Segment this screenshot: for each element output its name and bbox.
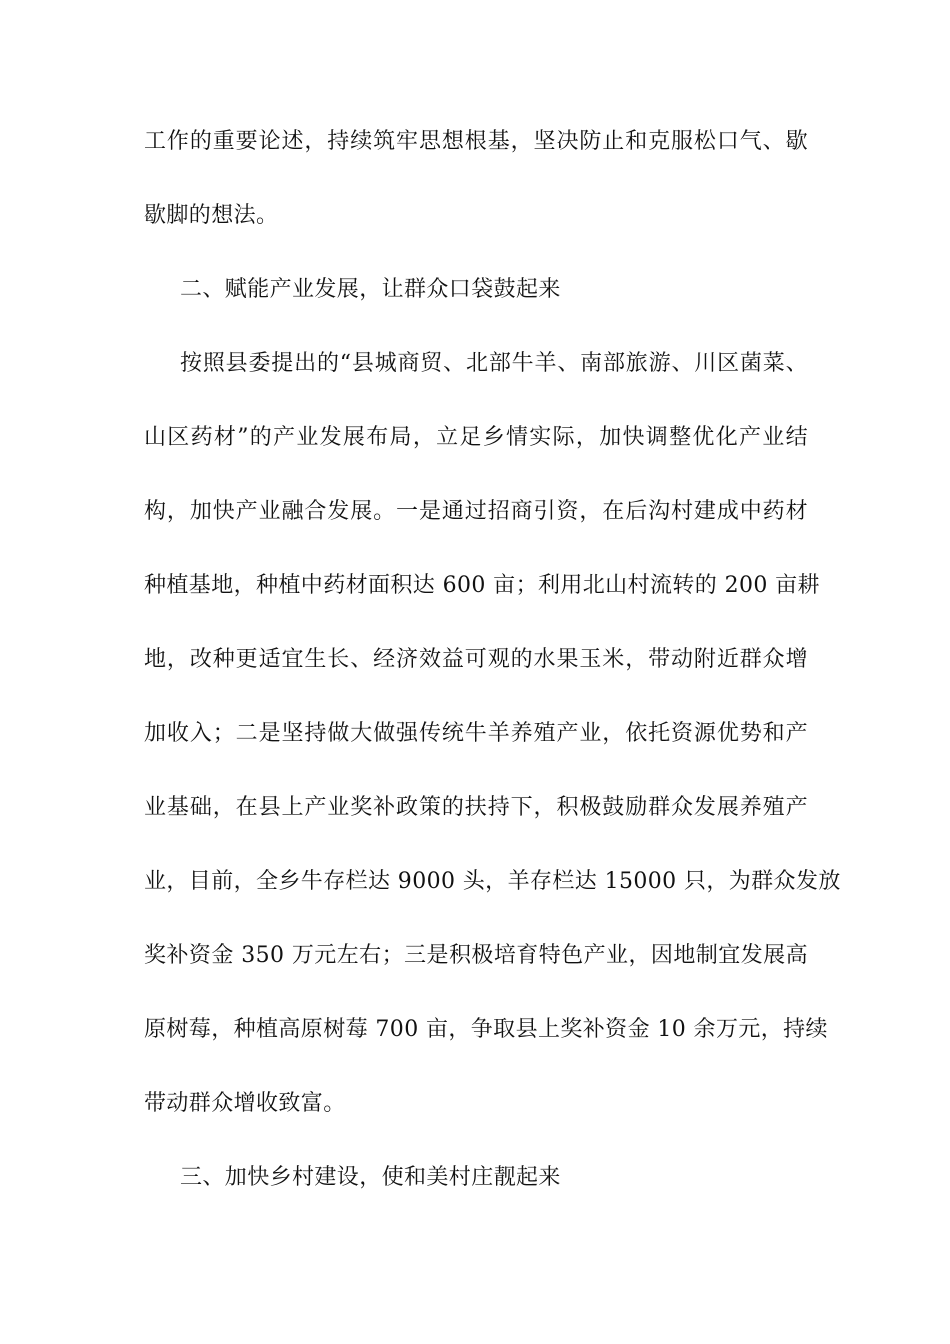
section-heading: 三、加快乡村建设，使和美村庄靓起来 bbox=[180, 1165, 561, 1190]
paragraph-line: 歇脚的想法。 bbox=[144, 203, 279, 228]
paragraph-line: 工作的重要论述，持续筑牢思想根基，坚决防止和克服松口气、歇 bbox=[144, 129, 808, 154]
paragraph-line: 山区药材”的产业发展布局，立足乡情实际，加快调整优化产业结 bbox=[144, 425, 808, 450]
paragraph-line: 种植基地，种植中药材面积达 600 亩；利用北山村流转的 200 亩耕 bbox=[144, 573, 820, 598]
paragraph-line: 业，目前，全乡牛存栏达 9000 头，羊存栏达 15000 只，为群众发放 bbox=[144, 869, 841, 894]
paragraph-line: 按照县委提出的“县城商贸、北部牛羊、南部旅游、川区菌菜、 bbox=[180, 351, 808, 376]
paragraph-line: 加收入；二是坚持做大做强传统牛羊养殖产业，依托资源优势和产 bbox=[144, 721, 808, 746]
paragraph-line: 业基础，在县上产业奖补政策的扶持下，积极鼓励群众发展养殖产 bbox=[144, 795, 808, 820]
paragraph-line: 原树莓，种植高原树莓 700 亩，争取县上奖补资金 10 余万元，持续 bbox=[144, 1017, 828, 1042]
paragraph-line: 带动群众增收致富。 bbox=[144, 1091, 346, 1116]
section-heading: 二、赋能产业发展，让群众口袋鼓起来 bbox=[180, 277, 561, 302]
paragraph-line: 构，加快产业融合发展。一是通过招商引资，在后沟村建成中药材 bbox=[144, 499, 808, 524]
paragraph-line: 地，改种更适宜生长、经济效益可观的水果玉米，带动附近群众增 bbox=[144, 647, 808, 672]
paragraph-line: 奖补资金 350 万元左右；三是积极培育特色产业，因地制宜发展高 bbox=[144, 943, 808, 968]
